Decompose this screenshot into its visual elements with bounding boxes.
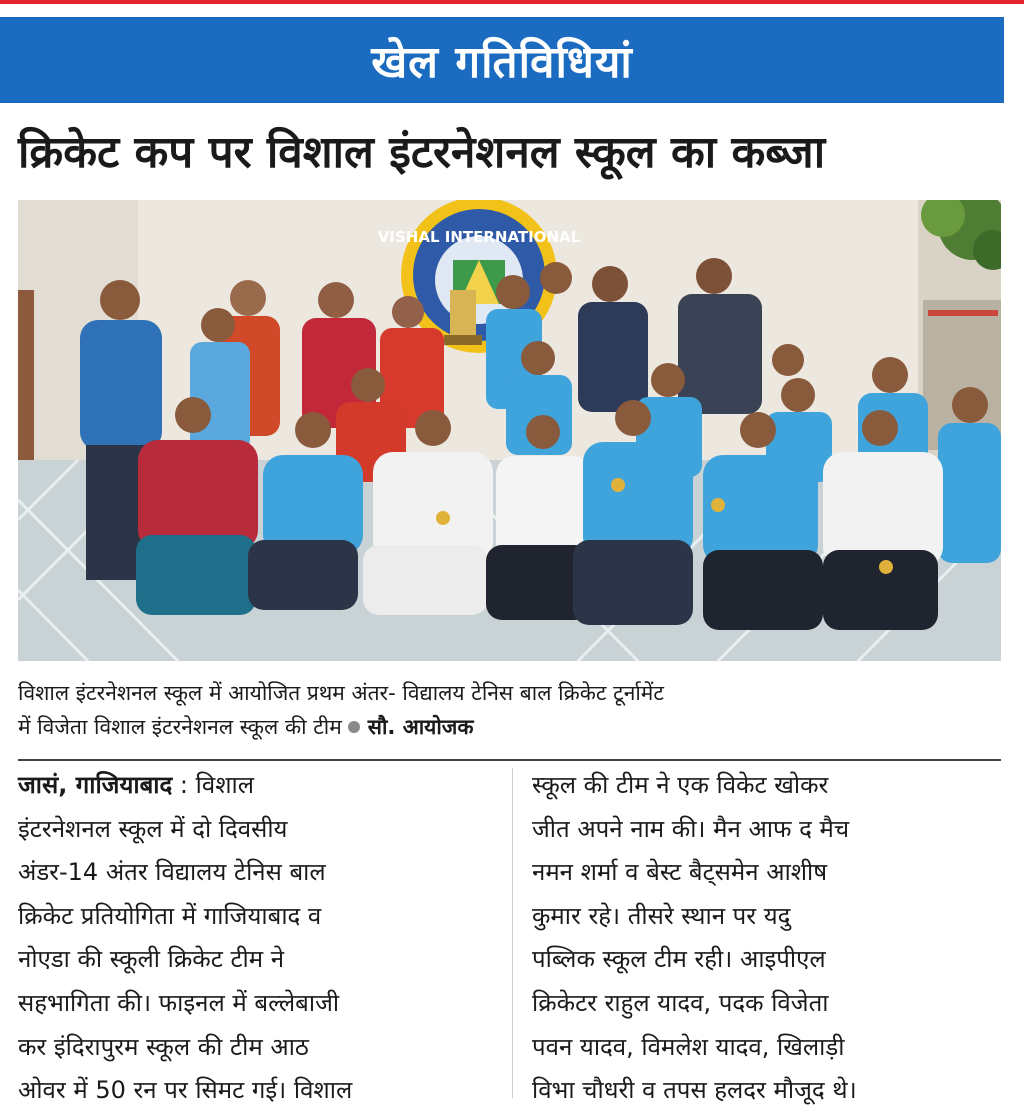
caption-line-2 [18, 710, 998, 744]
caption-line-2-text: में विजेता विशाल इंटरनेशनल स्कूल की टीम [18, 715, 342, 739]
section-title: खेल गतिविधियां [371, 37, 633, 88]
section-banner [0, 17, 1004, 103]
caption-divider [18, 759, 1001, 761]
caption-line-1: विशाल इंटरनेशनल स्कूल में आयोजित प्रथम अंतर- विद्यालय टेनिस बाल क्रिकेट टूर्नामेंट [18, 681, 664, 705]
body-line: क्रिकेटर राहुल यादव, पदक विजेता [532, 988, 829, 1017]
body-line: पवन यादव, विमलेश यादव, खिलाड़ी [532, 1032, 845, 1061]
logo-text: VISHAL INTERNATIONAL [377, 228, 581, 246]
bullet-dot-icon [348, 721, 360, 733]
dateline: जासं, गाजियाबाद [18, 771, 173, 799]
body-line: स्कूल की टीम ने एक विकेट खोकर [532, 771, 829, 799]
body-left-first-text: : विशाल [179, 771, 255, 799]
body-line: कर इंदिरापुरम स्कूल की टीम आठ [18, 1032, 309, 1061]
body-line: अंडर-14 अंतर विद्यालय टेनिस बाल [18, 858, 326, 887]
body-column-right [532, 764, 1002, 1113]
body-line: जीत अपने नाम की। मैन आफ द मैच [532, 814, 850, 843]
article-headline: क्रिकेट कप पर विशाल इंटरनेशनल स्कूल का कब्जा [18, 127, 826, 178]
body-line: कुमार रहे। तीसरे स्थान पर यदु [532, 901, 791, 930]
body-column-left [18, 764, 496, 1113]
body-line: नमन शर्मा व बेस्ट बैट्समेन आशीष [532, 858, 828, 887]
team-photo [18, 200, 1001, 661]
body-line: सहभागिता की। फाइनल में बल्लेबाजी [18, 988, 340, 1017]
body-line-first [18, 764, 496, 808]
body-line: नोएडा की स्कूली क्रिकेट टीम ने [18, 945, 285, 974]
body-line: इंटरनेशनल स्कूल में दो दिवसीय [18, 814, 288, 843]
column-divider [512, 768, 513, 1098]
top-red-rule [0, 0, 1024, 4]
body-line: क्रिकेट प्रतियोगिता में गाजियाबाद व [18, 901, 322, 930]
photo-caption [18, 676, 998, 744]
body-line: पब्लिक स्कूल टीम रही। आइपीएल [532, 945, 826, 974]
body-line: विभा चौधरी व तपस हलदर मौजूद थे। [532, 1076, 857, 1105]
body-line: ओवर में 50 रन पर सिमट गई। विशाल [18, 1076, 353, 1105]
photo-credit: सौ. आयोजक [367, 715, 474, 739]
